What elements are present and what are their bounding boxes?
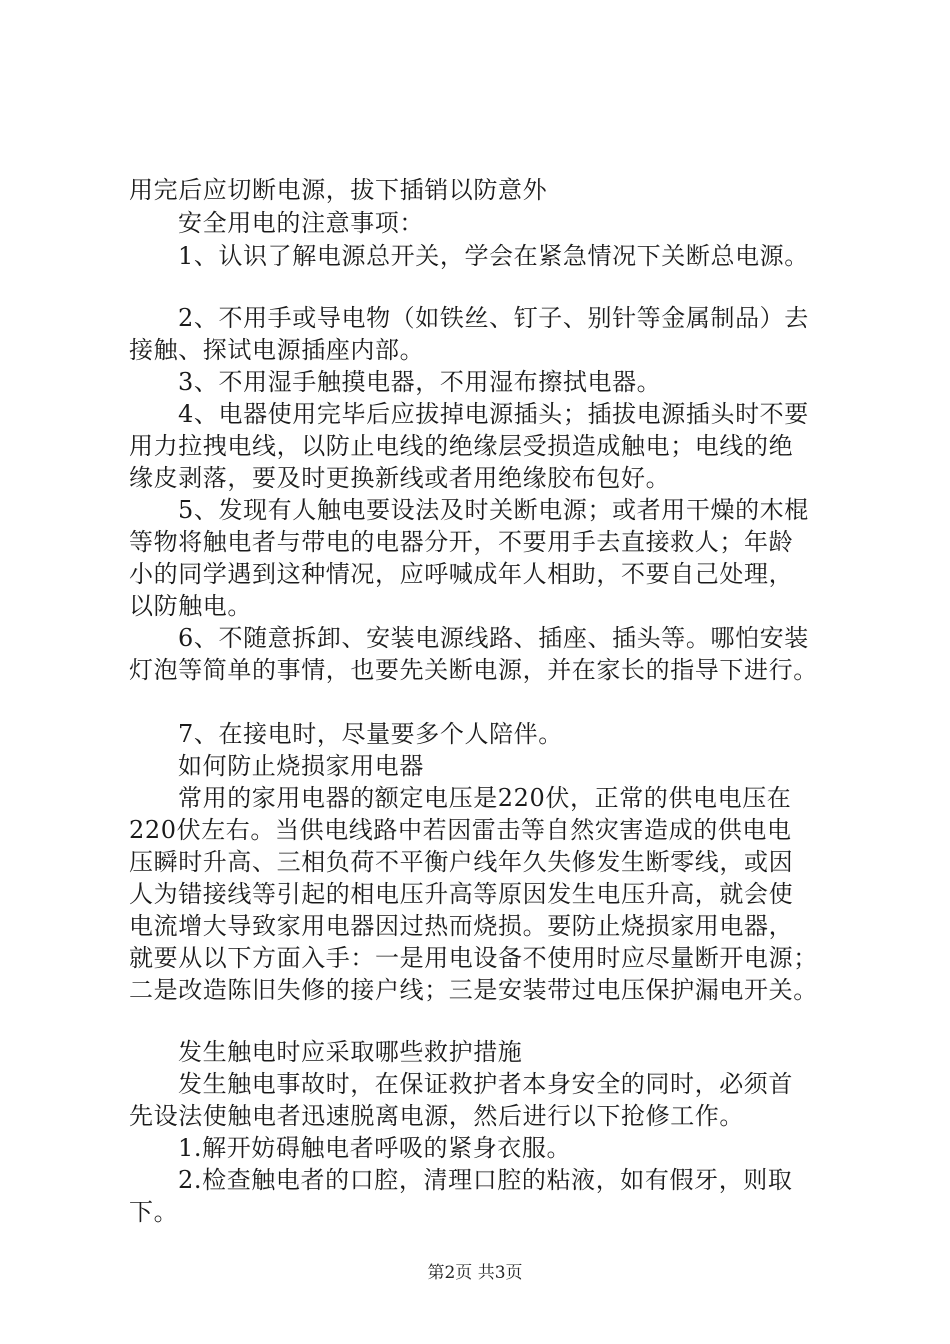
text-line: 缘皮剥落，要及时更换新线或者用绝缘胶布包好。 [129, 464, 671, 492]
text-line: 以防触电。 [129, 592, 252, 620]
text-line: 人为错接线等引起的相电压升高等原因发生电压升高，就会使 [129, 880, 794, 908]
text-line: 接触、探试电源插座内部。 [129, 336, 425, 364]
text-line: 用完后应切断电源，拔下插销以防意外 [129, 176, 548, 204]
text-line: 压瞬时升高、三相负荷不平衡户线年久失修发生断零线，或因 [129, 848, 794, 876]
text-line: 1、认识了解电源总开关，学会在紧急情况下关断总电源。 [178, 242, 809, 270]
text-line: 等物将触电者与带电的电器分开，不要用手去直接救人；年龄 [129, 528, 794, 556]
text-line: 7、在接电时，尽量要多个人陪伴。 [178, 720, 563, 748]
text-line: 1.解开妨碍触电者呼吸的紧身衣服。 [178, 1134, 572, 1162]
section-heading: 发生触电时应采取哪些救护措施 [178, 1038, 523, 1066]
section-heading: 安全用电的注意事项： [178, 209, 424, 237]
text-line: 6、不随意拆卸、安装电源线路、插座、插头等。哪怕安装 [178, 624, 809, 652]
text-line: 3、不用湿手触摸电器，不用湿布擦拭电器。 [178, 368, 662, 396]
text-line: 4、电器使用完毕后应拔掉电源插头；插拔电源插头时不要 [178, 400, 809, 428]
text-line: 电流增大导致家用电器因过热而烧损。要防止烧损家用电器， [129, 912, 794, 940]
text-line: 5、发现有人触电要设法及时关断电源；或者用干燥的木棍 [178, 496, 809, 524]
text-line: 就要从以下方面入手：一是用电设备不使用时应尽量断开电源； [129, 944, 818, 972]
text-line: 用力拉拽电线，以防止电线的绝缘层受损造成触电；电线的绝 [129, 432, 794, 460]
text-line: 先设法使触电者迅速脱离电源，然后进行以下抢修工作。 [129, 1102, 744, 1130]
section-heading: 如何防止烧损家用电器 [178, 752, 424, 780]
text-line: 2、不用手或导电物（如铁丝、钉子、别针等金属制品）去 [178, 304, 809, 332]
text-line: 二是改造陈旧失修的接户线；三是安装带过电压保护漏电开关。 [129, 976, 818, 1004]
text-line: 小的同学遇到这种情况，应呼喊成年人相助，不要自己处理， [129, 560, 794, 588]
text-line: 下。 [129, 1198, 179, 1226]
text-line: 发生触电事故时，在保证救护者本身安全的同时，必须首 [178, 1070, 793, 1098]
page-footer: 第2页 共3页 [427, 1263, 523, 1283]
text-line: 2.检查触电者的口腔，清理口腔的粘液，如有假牙，则取 [178, 1166, 793, 1194]
text-line: 灯泡等简单的事情，也要先关断电源，并在家长的指导下进行。 [129, 656, 818, 684]
text-line: 常用的家用电器的额定电压是220伏，正常的供电电压在 [178, 784, 792, 812]
text-line: 220伏左右。当供电线路中若因雷击等自然灾害造成的供电电 [129, 816, 792, 844]
